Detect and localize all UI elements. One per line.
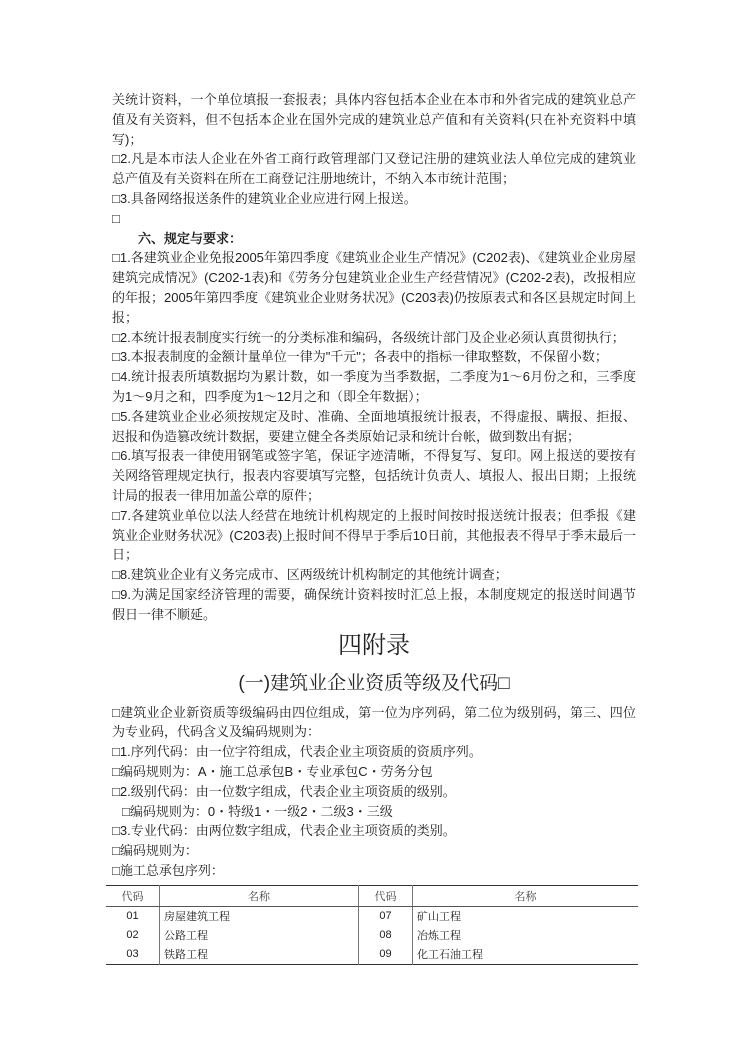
- appendix-paragraph: □编码规则为：0・特级1・一级2・二级3・三级: [122, 803, 393, 819]
- rule-item: □8.建筑业企业有义务完成市、区两级统计机构制定的其他统计调查；: [112, 567, 508, 583]
- name-cell: 矿山工程: [417, 911, 461, 924]
- paragraph: □2.凡是本市法人企业在外省工商行政管理部门又登记注册的建筑业法人单位完成的建筑业总产值及有关资料在所在工商登记注册地统计，不纳入本市统计范围；: [112, 151, 636, 187]
- header-code: 代码: [359, 885, 413, 906]
- name-cell: 冶炼工程: [417, 930, 461, 943]
- code-cell: 07: [359, 906, 413, 926]
- code-cell: 01: [106, 906, 160, 926]
- code-cell: 09: [359, 945, 413, 965]
- rule-item: □4.统计报表所填数据均为累计数，如一季度为当季数据，二季度为1～6月份之和，三季度为1～9月之和，四季度为1～12月之和（即全年数据）；: [112, 369, 636, 404]
- appendix-paragraph: □建筑业企业新资质等级编码由四位组成，第一位为序列码，第二位为级别码，第三、四位为专业码，代码含义及编码规则为：: [112, 704, 636, 740]
- appendix-paragraph: □编码规则为：: [112, 843, 198, 859]
- rule-item: □9.为满足国家经济管理的需要，确保统计资料按时汇总上报，本制度规定的报送时间遇节假日一律不顺延。: [112, 586, 636, 622]
- appendix-paragraph: □编码规则为：A・施工总承包B・专业承包C・劳务分包: [112, 763, 433, 779]
- rule-item: □3.本报表制度的金额计量单位一律为"千元"；各表中的指标一律取整数，不保留小数；: [112, 349, 608, 365]
- paragraph: □3.具备网络报送条件的建筑业企业应进行网上报送。: [112, 190, 417, 206]
- document-page: [112, 90, 636, 965]
- table-row: [106, 926, 638, 945]
- appendix-paragraph: □2.级别代码：由一位数字组成，代表企业主项资质的级别。: [112, 783, 456, 799]
- code-cell: 03: [106, 945, 160, 965]
- paragraph: 关统计资料，一个单位填报一套报表；具体内容包括本企业在本市和外省完成的建筑业总产值及有关资料，但不包括本企业在国外完成的建筑业总产值和有关资料(只在补充资料中填写)；: [112, 92, 636, 147]
- appendix-paragraph: □1.序列代码：由一位字符组成，代表企业主项资质的资质序列。: [112, 744, 482, 760]
- rule-item: □6.填写报表一律使用钢笔或签字笔，保证字迹清晰，不得复写、复印。网上报送的要按有关网络管理规定执行，报表内容要填写完整，包括统计负责人、填报人、报出日期；上报统计局的报表一律用加盖公章的原件；: [112, 448, 636, 503]
- code-cell: 08: [359, 926, 413, 945]
- paragraph: □: [112, 210, 120, 226]
- name-cell: 铁路工程: [160, 945, 359, 965]
- qualification-code-table: [106, 885, 638, 965]
- table-row: [106, 906, 638, 926]
- appendix-paragraph: □施工总承包序列：: [112, 862, 224, 878]
- rule-item: □2.本统计报表制度实行统一的分类标准和编码，各级统计部门及企业必须认真贯彻执行；: [112, 329, 625, 345]
- appendix-title: 四附录: [338, 631, 410, 659]
- rule-item: □5.各建筑业企业必须按规定及时、准确、全面地填报统计报表，不得虚报、瞒报、拒报、迟报和伪造篡改统计数据，要建立健全各类原始记录和统计台帐，做到数出有据；: [112, 408, 636, 444]
- section-title: 六、规定与要求：: [138, 230, 243, 246]
- name-cell: 化工石油工程: [417, 949, 483, 962]
- header-code: 代码: [106, 885, 160, 906]
- rule-item: □7.各建筑业单位以法人经营在地统计机构规定的上报时间按时报送统计报表；但季报《建筑业企业财务状况》(C203表)上报时间不得早于季后10日前，其他报表不得早于季末最后一日；: [112, 507, 636, 563]
- table-row: [106, 945, 638, 965]
- header-name: 名称: [160, 885, 359, 906]
- rule-item: □1.各建筑业企业免报2005年第四季度《建筑业企业生产情况》(C202表)、《建筑业企业房屋建筑完成情况》(C202-1表)和《劳务分包建筑业企业生产经营情况》(C202-2表)，改报相应的年报；2005年第四季度《建筑业企业财务状况》(C203表)仍按原表式和各区县规定时间上报；: [112, 250, 636, 325]
- name-cell: 房屋建筑工程: [160, 906, 359, 926]
- appendix-paragraph: □3.专业代码：由两位数字组成，代表企业主项资质的类别。: [112, 823, 456, 839]
- code-cell: 02: [106, 926, 160, 945]
- header-name: 名称: [413, 885, 639, 906]
- table-header-row: [106, 885, 638, 906]
- name-cell: 公路工程: [160, 926, 359, 945]
- appendix-subtitle: (一)建筑业企业资质等级及代码□: [238, 672, 510, 694]
